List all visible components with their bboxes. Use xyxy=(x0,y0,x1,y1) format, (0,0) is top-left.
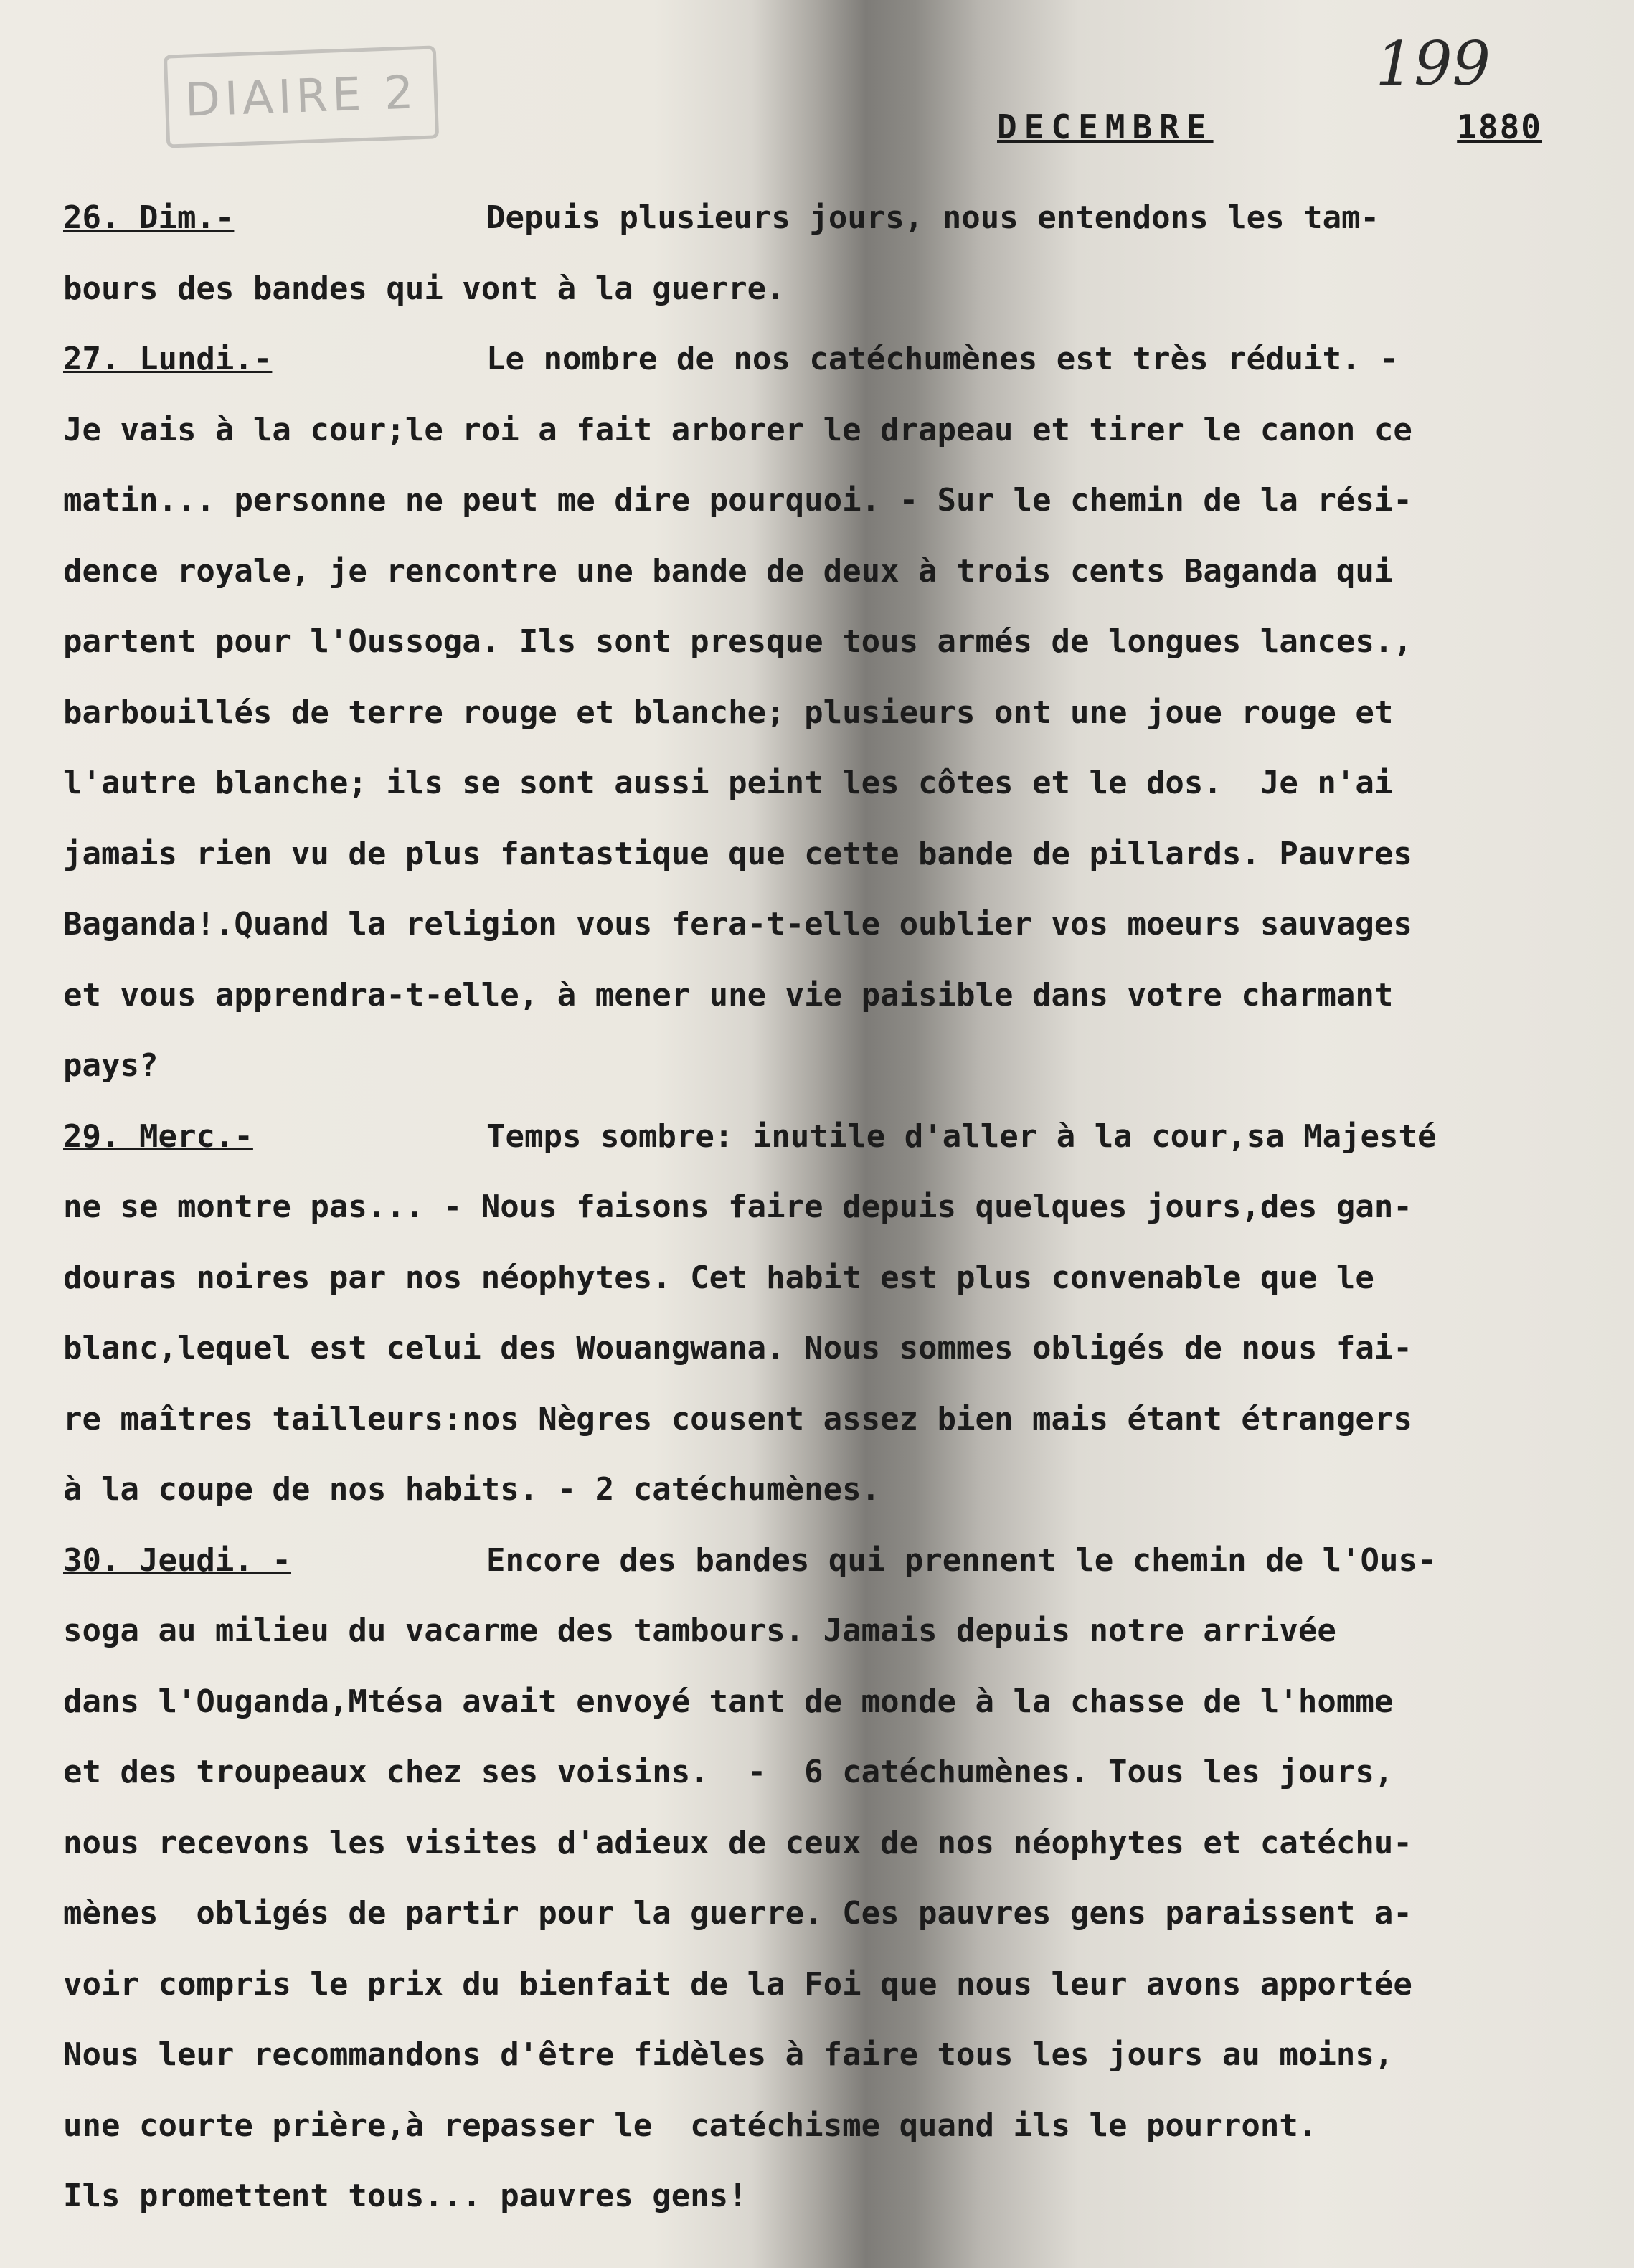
text-line xyxy=(63,1596,1577,1667)
text-line xyxy=(63,324,1577,395)
line-text: Temps sombre: inutile d'aller à la cour,sa Majesté xyxy=(486,1118,1437,1155)
text-line xyxy=(63,678,1577,749)
text-line xyxy=(63,607,1577,678)
line-text: partent pour l'Oussoga. Ils sont presque tous armés de longues lances., xyxy=(63,623,1412,660)
text-line xyxy=(63,1808,1577,1879)
text-line xyxy=(63,395,1577,466)
line-text: matin... personne ne peut me dire pourquoi. - Sur le chemin de la rési- xyxy=(63,482,1412,519)
text-line xyxy=(63,889,1577,960)
text-line xyxy=(63,2091,1577,2162)
line-text: bours des bandes qui vont à la guerre. xyxy=(63,270,785,307)
line-text: une courte prière,à repasser le catéchisme quand ils le pourront. xyxy=(63,2107,1318,2144)
text-line xyxy=(63,1031,1577,1102)
line-text: dans l'Ouganda,Mtésa avait envoyé tant de monde à la chasse de l'homme xyxy=(63,1683,1394,1720)
text-line xyxy=(63,466,1577,537)
diary-text xyxy=(63,183,1577,2232)
text-line xyxy=(63,1455,1577,1526)
header-year: 1880 xyxy=(1457,108,1542,146)
text-line xyxy=(63,748,1577,819)
line-text: pays? xyxy=(63,1047,159,1084)
line-text: voir compris le prix du bienfait de la Foi que nous leur avons apportée xyxy=(63,1965,1412,2003)
entry-date: 26. Dim.- xyxy=(63,199,235,236)
line-text: Nous leur recommandons d'être fidèles à faire tous les jours au moins, xyxy=(63,2036,1394,2073)
text-line xyxy=(63,1384,1577,1455)
text-line xyxy=(63,1172,1577,1243)
text-line xyxy=(63,254,1577,325)
line-text: Depuis plusieurs jours, nous entendons les tam- xyxy=(486,199,1380,236)
line-text: jamais rien vu de plus fantastique que cette bande de pillards. Pauvres xyxy=(63,835,1412,872)
line-text: blanc,lequel est celui des Wouangwana. Nous sommes obligés de nous fai- xyxy=(63,1330,1412,1366)
text-line xyxy=(63,2020,1577,2091)
text-line xyxy=(63,960,1577,1031)
line-text: douras noires par nos néophytes. Cet habit est plus convenable que le xyxy=(63,1259,1374,1296)
line-text: Le nombre de nos catéchumènes est très réduit. - xyxy=(486,341,1399,377)
line-text: re maîtres tailleurs:nos Nègres cousent assez bien mais étant étrangers xyxy=(63,1400,1412,1437)
line-text: barbouillés de terre rouge et blanche; plusieurs ont une joue rouge et xyxy=(63,694,1394,731)
line-text: nous recevons les visites d'adieux de ceux de nos néophytes et catéchu- xyxy=(63,1824,1412,1861)
line-text: et des troupeaux chez ses voisins. - 6 catéchumènes. Tous les jours, xyxy=(63,1754,1394,1790)
text-line xyxy=(63,183,1577,254)
page-number: 199 xyxy=(1375,29,1491,99)
text-line xyxy=(63,1950,1577,2021)
line-text: Je vais à la cour;le roi a fait arborer le drapeau et tirer le canon ce xyxy=(63,411,1412,448)
page-header xyxy=(997,108,1542,146)
text-line xyxy=(63,1243,1577,1314)
line-text: l'autre blanche; ils se sont aussi peint les côtes et le dos. Je n'ai xyxy=(63,765,1394,801)
text-line xyxy=(63,1667,1577,1738)
line-text: Ils promettent tous... pauvres gens! xyxy=(63,2178,747,2214)
line-text: à la coupe de nos habits. - 2 catéchumènes. xyxy=(63,1471,881,1508)
text-line xyxy=(63,537,1577,608)
text-line xyxy=(63,1526,1577,1597)
entry-date: 29. Merc.- xyxy=(63,1118,253,1155)
text-line xyxy=(63,1737,1577,1808)
text-line xyxy=(63,1879,1577,1950)
text-line xyxy=(63,1102,1577,1173)
text-line xyxy=(63,1313,1577,1384)
archive-stamp: DIAIRE 2 xyxy=(164,45,439,148)
text-line xyxy=(63,2161,1577,2232)
line-text: mènes obligés de partir pour la guerre. Ces pauvres gens paraissent a- xyxy=(63,1895,1412,1932)
line-text: dence royale, je rencontre une bande de deux à trois cents Baganda qui xyxy=(63,552,1394,590)
entry-date: 30. Jeudi. - xyxy=(63,1541,291,1579)
line-text: Baganda!.Quand la religion vous fera-t-elle oublier vos moeurs sauvages xyxy=(63,906,1412,942)
line-text: ne se montre pas... - Nous faisons faire depuis quelques jours,des gan- xyxy=(63,1189,1412,1225)
line-text: Encore des bandes qui prennent le chemin de l'Ous- xyxy=(486,1541,1437,1579)
header-month: DECEMBRE xyxy=(997,108,1214,146)
line-text: et vous apprendra-t-elle, à mener une vie paisible dans votre charmant xyxy=(63,976,1394,1013)
text-line xyxy=(63,819,1577,890)
line-text: soga au milieu du vacarme des tambours. Jamais depuis notre arrivée xyxy=(63,1612,1336,1649)
entry-date: 27. Lundi.- xyxy=(63,341,273,377)
